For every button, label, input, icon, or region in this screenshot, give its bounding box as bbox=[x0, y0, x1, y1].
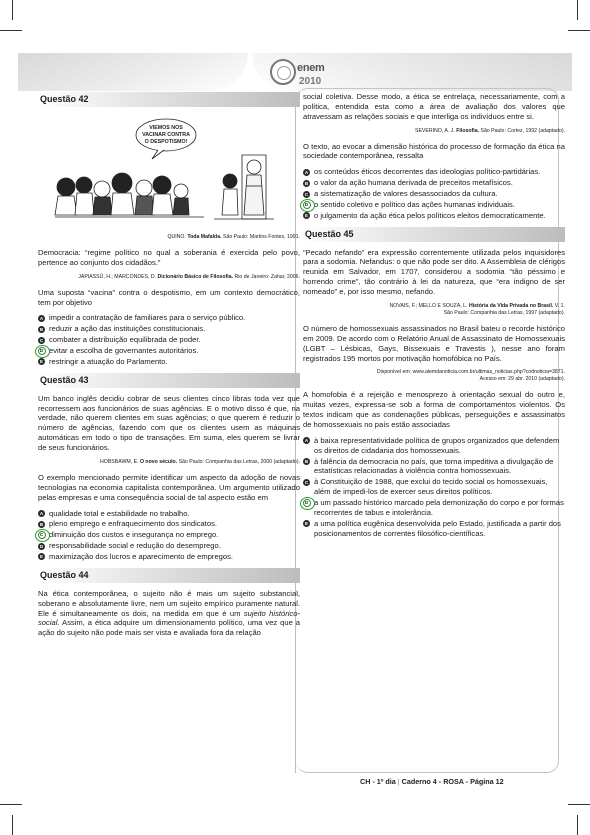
option-letter: C bbox=[39, 337, 44, 343]
option-text: impedir a contratação de familiares para o serviço público. bbox=[49, 313, 246, 323]
question-prompt: Uma suposta “vacina” contra o despotismo, em um contexto democrático, tem por objetivo bbox=[38, 287, 300, 307]
enem-logo bbox=[270, 57, 330, 91]
question-title: Questão 44 bbox=[38, 568, 300, 583]
option-text: a sistematização de valores desassociados da cultura. bbox=[314, 189, 498, 199]
option-text: a um passado histórico marcado pela demonização do corpo e por formas recorrentes de tabus e intolerância. bbox=[314, 498, 564, 517]
text-source bbox=[303, 128, 565, 135]
answer-options bbox=[303, 167, 565, 220]
option-a[interactable] bbox=[38, 313, 300, 323]
option-text: pleno emprego e enfraquecimento dos sindicatos. bbox=[49, 519, 218, 529]
option-letter: B bbox=[304, 180, 309, 186]
option-text: o valor da ação humana derivada de preceitos metafísicos. bbox=[314, 178, 513, 188]
logo-year: 2010 bbox=[299, 76, 322, 87]
option-e[interactable] bbox=[303, 211, 565, 221]
option-b[interactable] bbox=[38, 324, 300, 334]
question-title: Questão 43 bbox=[38, 373, 300, 388]
text-source-2 bbox=[303, 369, 565, 383]
footer-separator: | bbox=[397, 777, 400, 786]
source-publisher: Rio de Janeiro: Zahar, 2006. bbox=[234, 273, 300, 280]
crop-mark bbox=[0, 804, 22, 805]
text-source-1 bbox=[303, 303, 565, 317]
option-text: diminuição dos custos e insegurança no emprego. bbox=[49, 530, 219, 540]
source-title: Dicionário Básico de Filosofia. bbox=[157, 273, 234, 280]
question-text-part-1 bbox=[38, 589, 300, 638]
option-text: qualidade total e estabilidade no trabalho. bbox=[49, 508, 190, 518]
enem-logo-icon bbox=[270, 59, 296, 85]
source-title: Toda Mafalda. bbox=[187, 234, 222, 240]
speech-line-3: O DESPOTISMO! bbox=[144, 139, 188, 145]
question-text-1: “Pecado nefando” era expressão correntemente utilizada pelos inquisidores para a sodomia. Nefandus: o que não pode ser dito. A Assembleia de clérigos reunida em Salvador, em 1707, considerou a sodomia “tão péssimo e horrendo crime”, tão contrário à lei da natureza, que “era indigno de ser nomeado” e, por isso mesmo, nefando. bbox=[303, 247, 565, 297]
answer-options bbox=[38, 313, 300, 366]
source-access: Acesso em: 29 abr. 2010 (adaptado). bbox=[479, 376, 565, 383]
source-publisher: São Paulo: Martins Fontes, 1991. bbox=[223, 234, 300, 240]
source-author: HOBSBAWM, E. bbox=[100, 458, 139, 465]
option-d-selected[interactable] bbox=[303, 498, 565, 518]
crop-mark bbox=[577, 815, 578, 835]
crop-mark bbox=[0, 30, 22, 31]
option-letter: A bbox=[304, 169, 309, 175]
logo-text: enem bbox=[297, 62, 325, 74]
question-title: Questão 45 bbox=[303, 227, 565, 242]
source-author: SEVERINO, A. J. bbox=[415, 127, 455, 134]
option-text: o sentido coletivo e político das ações humanas individuais. bbox=[314, 199, 515, 209]
option-b[interactable] bbox=[38, 519, 300, 529]
text-source bbox=[38, 459, 300, 466]
option-letter: B bbox=[304, 459, 309, 465]
text-tail-preview: . Assim, a ética adquire um dimensionamento político, uma vez que a ação do sujeito não pode mais ser vista e avaliada fora da relação bbox=[38, 618, 300, 638]
source-author: JAPIASSÚ, H.; MARCONDES, D. bbox=[78, 273, 157, 280]
source-author: QUINO. bbox=[167, 234, 186, 240]
option-letter: A bbox=[39, 315, 44, 321]
source-publisher: São Paulo: Companhia das Letras, 1997 (adaptado). bbox=[443, 309, 565, 316]
mafalda-cartoon bbox=[54, 115, 280, 230]
option-letter-circled: D bbox=[38, 347, 46, 355]
option-letter: D bbox=[39, 543, 44, 549]
option-a[interactable] bbox=[38, 509, 300, 519]
option-text: o julgamento da ação ética pelos políticos eleitos democraticamente. bbox=[314, 210, 546, 220]
header-band-left bbox=[18, 53, 248, 91]
question-text-part-2: social coletiva. Desse modo, a ética se entrelaça, necessariamente, com a política, entendida esta como a área de avaliação dos valores que atravessam as relações sociais e que interliga os indivíduos entre si. bbox=[303, 92, 565, 121]
footer-booklet: Caderno 4 - ROSA - Página 12 bbox=[401, 777, 504, 786]
question-prompt: A homofobia é a rejeição e menosprezo à orientação sexual do outro e, muitas vezes, expressa-se sob a forma de comportamentos violentos. Os textos indicam que as condenações públicas, perseguições e assassinatos de homossexuais no país estão associadas bbox=[303, 390, 565, 429]
option-c[interactable] bbox=[303, 189, 565, 199]
option-text: responsabilidade social e redução do desemprego. bbox=[49, 541, 221, 551]
option-text: os conteúdos éticos decorrentes das ideologias político-partidárias. bbox=[314, 167, 541, 177]
option-letter: B bbox=[39, 521, 44, 527]
option-letter: C bbox=[304, 191, 309, 197]
source-title: O novo século. bbox=[139, 458, 178, 465]
footer-day: CH - 1º dia bbox=[360, 777, 396, 786]
option-d[interactable] bbox=[38, 541, 300, 551]
option-text: evitar a escolha de governantes autoritários. bbox=[49, 346, 199, 356]
cartoon-drawing bbox=[54, 115, 280, 230]
option-e[interactable] bbox=[38, 357, 300, 367]
option-d-selected[interactable] bbox=[303, 200, 565, 210]
source-publisher: São Paulo: Cortez, 1992 (adaptado). bbox=[480, 127, 565, 134]
source-title: História da Vida Privada no Brasil. bbox=[468, 302, 554, 309]
option-c-selected[interactable] bbox=[38, 530, 300, 540]
option-letter: B bbox=[39, 326, 44, 332]
option-b[interactable] bbox=[303, 178, 565, 188]
option-letter: C bbox=[304, 479, 309, 485]
question-42 bbox=[38, 92, 300, 367]
question-text: Um banco inglês decidiu cobrar de seus clientes cinco libras toda vez que recorressem aos funcionários de suas agências. E o motivo disso é que, na verdade, não querem clientes em suas agências; o que querem é reduzir o número de agências, fazendo com que os clientes usem as máquinas automáticas em todo o tipo de transações. Em suma, eles querem se livrar de seus funcionários. bbox=[38, 393, 300, 453]
question-44-continued bbox=[303, 92, 565, 221]
source-volume: V. 1. bbox=[554, 302, 565, 309]
source-author: NOVAIS, F.; MELLO E SOUZA, L. bbox=[389, 302, 468, 309]
text-italic: sujeito histórico-social bbox=[38, 608, 300, 628]
option-letter: E bbox=[39, 554, 44, 560]
option-letter: E bbox=[304, 213, 309, 219]
source-url: Disponível em: www.alemdanoticia.com.br/ultimas_noticias.php?codnoticia=3871. bbox=[376, 369, 565, 376]
crop-mark bbox=[12, 815, 13, 835]
crop-mark bbox=[568, 30, 590, 31]
answer-options bbox=[303, 436, 565, 539]
source-publisher: São Paulo: Companhia das Letras, 2000 (adaptado). bbox=[178, 458, 300, 465]
option-c[interactable] bbox=[303, 477, 565, 497]
question-prompt: O texto, ao evocar a dimensão histórica do processo de formação da ética na sociedade contemporânea, ressalta bbox=[303, 141, 565, 161]
speech-line-2: VACINAR CONTRA bbox=[142, 132, 190, 138]
option-b[interactable] bbox=[303, 457, 565, 477]
cartoon-source bbox=[38, 234, 300, 241]
option-letter: E bbox=[304, 521, 309, 527]
option-letter: E bbox=[39, 359, 44, 365]
question-45 bbox=[303, 227, 565, 539]
crop-mark bbox=[577, 0, 578, 20]
option-text: maximização dos lucros e aparecimento de empregos. bbox=[49, 551, 234, 561]
crop-mark bbox=[568, 804, 590, 805]
crop-mark bbox=[12, 0, 13, 20]
question-44 bbox=[38, 568, 300, 638]
option-text: combater a distribuição equilibrada de poder. bbox=[49, 335, 201, 345]
option-text: à Constituição de 1988, que exclui do tecido social os homossexuais, além de impedi-los de exercer seus direitos políticos. bbox=[314, 477, 548, 497]
left-column bbox=[38, 92, 300, 644]
question-title: Questão 42 bbox=[38, 92, 300, 107]
option-e[interactable] bbox=[303, 519, 565, 539]
option-a[interactable] bbox=[303, 436, 565, 456]
option-text: a uma política eugênica desenvolvida pelo Estado, justificada a partir dos posicionamentos de correntes filosófico-científicas. bbox=[314, 518, 561, 538]
question-text-2: O número de homossexuais assassinados no Brasil bateu o recorde histórico em 2009. De acordo com o Relatório Anual de Assassinato de Homossexuais (LGBT – Lésbicas, Gays, Bissexuais e Travestis ), nesse ano foram registrados 195 mortos por motivação homofóbica no País. bbox=[303, 323, 565, 363]
option-text: reduzir a ação das instituições constitucionais. bbox=[49, 324, 206, 334]
option-a[interactable] bbox=[303, 167, 565, 177]
option-d-selected[interactable] bbox=[38, 346, 300, 356]
option-text: restringir a atuação do Parlamento. bbox=[49, 356, 168, 366]
text-start: Na ética contemporânea, o sujeito não é mais um sujeito substancial, soberano e absolutamente livre, nem um sujeito empírico puramente natural. Ele é simultaneamente os dois, na medida em que é um bbox=[38, 588, 300, 618]
source-title: Filosofia. bbox=[456, 127, 480, 134]
option-letter-circled: D bbox=[303, 499, 311, 507]
question-text: Democracia: “regime político no qual a soberania é exercida pelo povo, pertence ao conjunto dos cidadãos.” bbox=[38, 248, 300, 267]
right-column bbox=[303, 92, 565, 544]
answer-options bbox=[38, 509, 300, 562]
question-43 bbox=[38, 373, 300, 562]
option-c[interactable] bbox=[38, 335, 300, 345]
option-letter-circled: D bbox=[303, 201, 311, 209]
page-footer bbox=[360, 777, 504, 786]
option-e[interactable] bbox=[38, 552, 300, 562]
option-text: à falência da democracia no país, que torna impeditiva a divulgação de estatísticas relacionadas à violência contra homossexuais. bbox=[314, 456, 554, 476]
speech-line-1: VIEMOS NOS bbox=[149, 125, 183, 131]
option-text: à baixa representatividade política de grupos organizados que defendem os direitos de cidadania dos homossexuais. bbox=[314, 435, 560, 455]
question-prompt: O exemplo mencionado permite identificar um aspecto da adoção de novas tecnologias na economia capitalista contemporânea. Um argumento utilizado pelas empresas e uma consequência social de tal aspecto estão em bbox=[38, 472, 300, 502]
text-source bbox=[38, 274, 300, 281]
option-letter: A bbox=[304, 438, 309, 444]
option-letter: A bbox=[39, 511, 44, 517]
option-letter-circled: C bbox=[38, 531, 46, 539]
